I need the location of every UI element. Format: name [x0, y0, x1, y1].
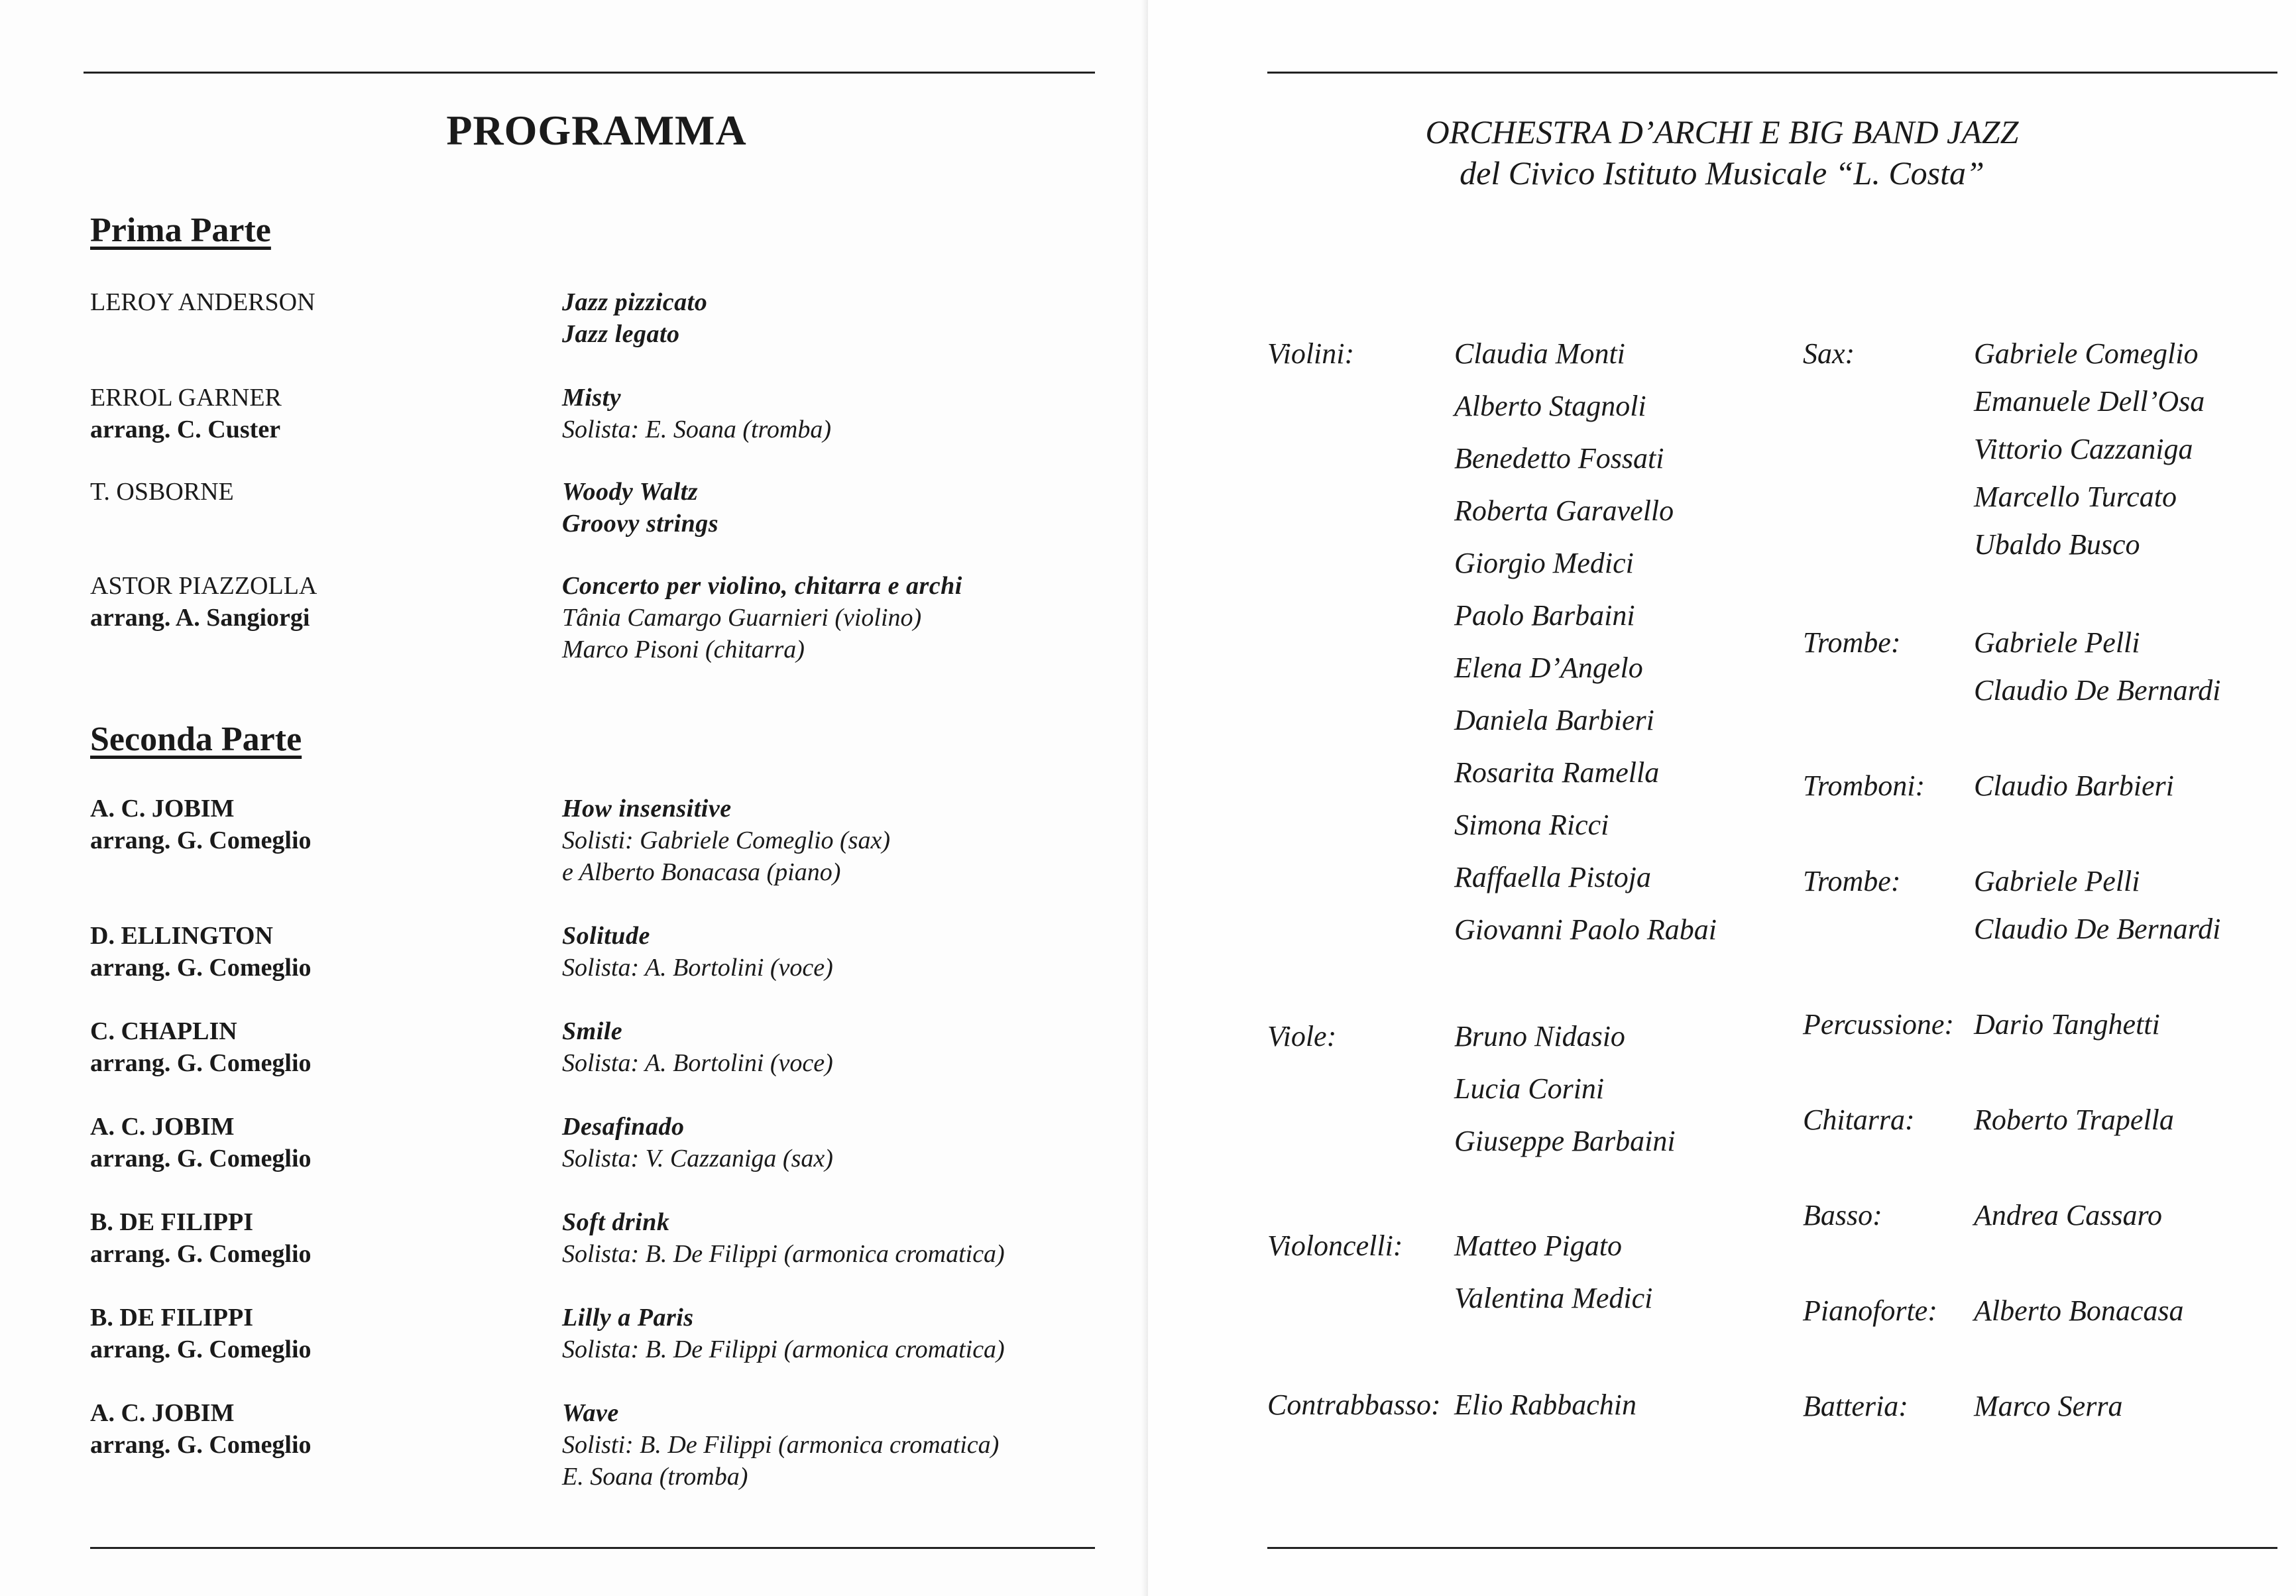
member-name: Andrea Cassaro — [1974, 1199, 2162, 1231]
section-label: Percussione: — [1803, 1008, 1955, 1041]
composer-name: A. C. JOBIM — [90, 1113, 235, 1141]
member-name: Rosarita Ramella — [1454, 756, 1660, 789]
piece-title: Groovy strings — [562, 510, 719, 538]
section-label: Chitarra: — [1803, 1104, 1915, 1136]
section-label: Trombe: — [1803, 865, 1901, 897]
works-block — [562, 286, 707, 350]
arranger: arrang. A. Sangiorgi — [90, 604, 310, 632]
soloist: Solisti: B. De Filippi (armonica cromatica) — [562, 1431, 1000, 1459]
member-name: Emanuele Dell’Osa — [1974, 385, 2205, 418]
member-name: Daniela Barbieri — [1454, 704, 1654, 736]
member-name: Alberto Bonacasa — [1974, 1294, 2184, 1327]
member-name: Ubaldo Busco — [1974, 528, 2140, 561]
member-name: Claudio De Bernardi — [1974, 913, 2221, 945]
member-name: Simona Ricci — [1454, 809, 1609, 841]
composer-name: B. DE FILIPPI — [90, 1208, 253, 1236]
piece-title: Misty — [562, 384, 622, 412]
composer-block — [90, 793, 312, 856]
arranger: arrang. G. Comeglio — [90, 954, 312, 982]
composer-name: C. CHAPLIN — [90, 1017, 237, 1045]
section-label: Trombe: — [1803, 626, 1901, 659]
composer-block — [90, 1111, 312, 1174]
bottom-rule-left — [90, 1547, 1095, 1549]
member-name: Marcello Turcato — [1974, 481, 2177, 513]
composer-name: B. DE FILIPPI — [90, 1304, 253, 1332]
member-name: Claudio De Bernardi — [1974, 674, 2221, 707]
top-rule-right — [1267, 72, 2277, 74]
piece-title: Jazz pizzicato — [562, 288, 708, 316]
piece-title: Woody Waltz — [562, 478, 699, 506]
composer-block — [90, 286, 316, 318]
soloist: Solista: B. De Filippi (armonica cromatica) — [562, 1336, 1005, 1363]
arranger: arrang. G. Comeglio — [90, 826, 312, 854]
piece-title: Jazz legato — [562, 320, 680, 348]
member-name: Gabriele Comeglio — [1974, 337, 2199, 370]
member-name: Marco Serra — [1974, 1390, 2123, 1422]
section-label: Violini: — [1267, 337, 1355, 370]
composer-block — [90, 476, 234, 508]
soloist: e Alberto Bonacasa (piano) — [562, 858, 841, 886]
composer-block — [90, 570, 317, 634]
member-name: Benedetto Fossati — [1454, 442, 1664, 475]
seconda-parte-heading: Seconda Parte — [90, 720, 302, 758]
soloist: Solista: V. Cazzaniga (sax) — [562, 1145, 833, 1172]
soloist: Solista: A. Bortolini (voce) — [562, 954, 833, 982]
piece-title: Wave — [562, 1399, 619, 1427]
section-label: Tromboni: — [1803, 770, 1925, 802]
piece-title: How insensitive — [562, 795, 732, 823]
arranger: arrang. G. Comeglio — [90, 1049, 312, 1077]
member-name: Roberta Garavello — [1454, 494, 1674, 527]
member-name: Lucia Corini — [1454, 1072, 1605, 1105]
member-name: Claudia Monti — [1454, 337, 1625, 370]
arranger: arrang. G. Comeglio — [90, 1145, 312, 1172]
member-name: Giuseppe Barbaini — [1454, 1125, 1676, 1157]
works-block — [562, 793, 890, 888]
member-name: Alberto Stagnoli — [1454, 390, 1646, 422]
member-name: Gabriele Pelli — [1974, 865, 2140, 897]
piece-title: Concerto per violino, chitarra e archi — [562, 572, 962, 600]
composer-name: LEROY ANDERSON — [90, 288, 316, 316]
arranger: arrang. G. Comeglio — [90, 1431, 312, 1459]
member-name: Bruno Nidasio — [1454, 1020, 1625, 1053]
section-label: Batteria: — [1803, 1390, 1908, 1422]
soloist: E. Soana (tromba) — [562, 1463, 748, 1491]
section-label: Contrabbasso: — [1267, 1389, 1441, 1421]
soloist: Solisti: Gabriele Comeglio (sax) — [562, 826, 890, 854]
soloist: Solista: B. De Filippi (armonica cromatica) — [562, 1240, 1005, 1268]
composer-block — [90, 920, 312, 984]
orchestra-title — [1148, 111, 2296, 194]
section-label: Pianoforte: — [1803, 1294, 1937, 1327]
works-block — [562, 570, 962, 665]
soloist: Solista: E. Soana (tromba) — [562, 416, 832, 443]
section-label: Sax: — [1803, 337, 1855, 370]
composer-block — [90, 382, 282, 445]
composer-block — [90, 1015, 312, 1079]
member-name: Elio Rabbachin — [1454, 1389, 1636, 1421]
top-rule-left — [84, 72, 1095, 74]
orchestra-title-line2: del Civico Istituto Musicale “L. Costa” — [1460, 154, 1984, 192]
composer-name: D. ELLINGTON — [90, 922, 273, 950]
member-name: Raffaella Pistoja — [1454, 861, 1651, 893]
arranger: arrang. C. Custer — [90, 416, 281, 443]
member-name: Paolo Barbaini — [1454, 599, 1635, 632]
composer-block — [90, 1397, 312, 1461]
member-name: Gabriele Pelli — [1974, 626, 2140, 659]
prima-parte-heading: Prima Parte — [90, 211, 271, 249]
composer-name: ASTOR PIAZZOLLA — [90, 572, 317, 600]
composer-name: A. C. JOBIM — [90, 795, 235, 823]
piece-title: Smile — [562, 1017, 623, 1045]
works-block — [562, 1111, 833, 1174]
composer-block — [90, 1206, 312, 1270]
works-block — [562, 1015, 833, 1079]
member-name: Giorgio Medici — [1454, 547, 1634, 579]
works-block — [562, 920, 833, 984]
member-name: Roberto Trapella — [1974, 1104, 2174, 1136]
works-block — [562, 1206, 1005, 1270]
composer-block — [90, 1302, 312, 1365]
arranger: arrang. G. Comeglio — [90, 1336, 312, 1363]
works-block — [562, 1397, 999, 1493]
member-name: Vittorio Cazzaniga — [1974, 433, 2193, 465]
member-name: Claudio Barbieri — [1974, 770, 2174, 802]
member-name: Matteo Pigato — [1454, 1229, 1622, 1262]
piece-title: Soft drink — [562, 1208, 670, 1236]
member-name: Elena D’Angelo — [1454, 652, 1643, 684]
composer-name: T. OSBORNE — [90, 478, 234, 506]
piece-title: Desafinado — [562, 1113, 685, 1141]
member-name: Dario Tanghetti — [1974, 1008, 2160, 1041]
arranger: arrang. G. Comeglio — [90, 1240, 312, 1268]
section-label: Viole: — [1267, 1020, 1337, 1053]
composer-name: ERROL GARNER — [90, 384, 282, 412]
programme-title: PROGRAMMA — [446, 107, 747, 154]
piece-title: Solitude — [562, 922, 650, 950]
soloist: Solista: A. Bortolini (voce) — [562, 1049, 833, 1077]
section-label: Basso: — [1803, 1199, 1882, 1231]
works-block — [562, 476, 718, 540]
bottom-rule-right — [1267, 1547, 2277, 1549]
works-block — [562, 382, 831, 445]
piece-title: Lilly a Paris — [562, 1304, 694, 1332]
section-label: Violoncelli: — [1267, 1229, 1403, 1262]
works-block — [562, 1302, 1005, 1365]
soloist: Marco Pisoni (chitarra) — [562, 636, 805, 663]
composer-name: A. C. JOBIM — [90, 1399, 235, 1427]
orchestra-title-line1: ORCHESTRA D’ARCHI E BIG BAND JAZZ — [1425, 113, 2019, 150]
member-name: Giovanni Paolo Rabai — [1454, 913, 1717, 946]
soloist: Tânia Camargo Guarnieri (violino) — [562, 604, 922, 632]
member-name: Valentina Medici — [1454, 1282, 1653, 1314]
right-page — [1148, 0, 2296, 1596]
